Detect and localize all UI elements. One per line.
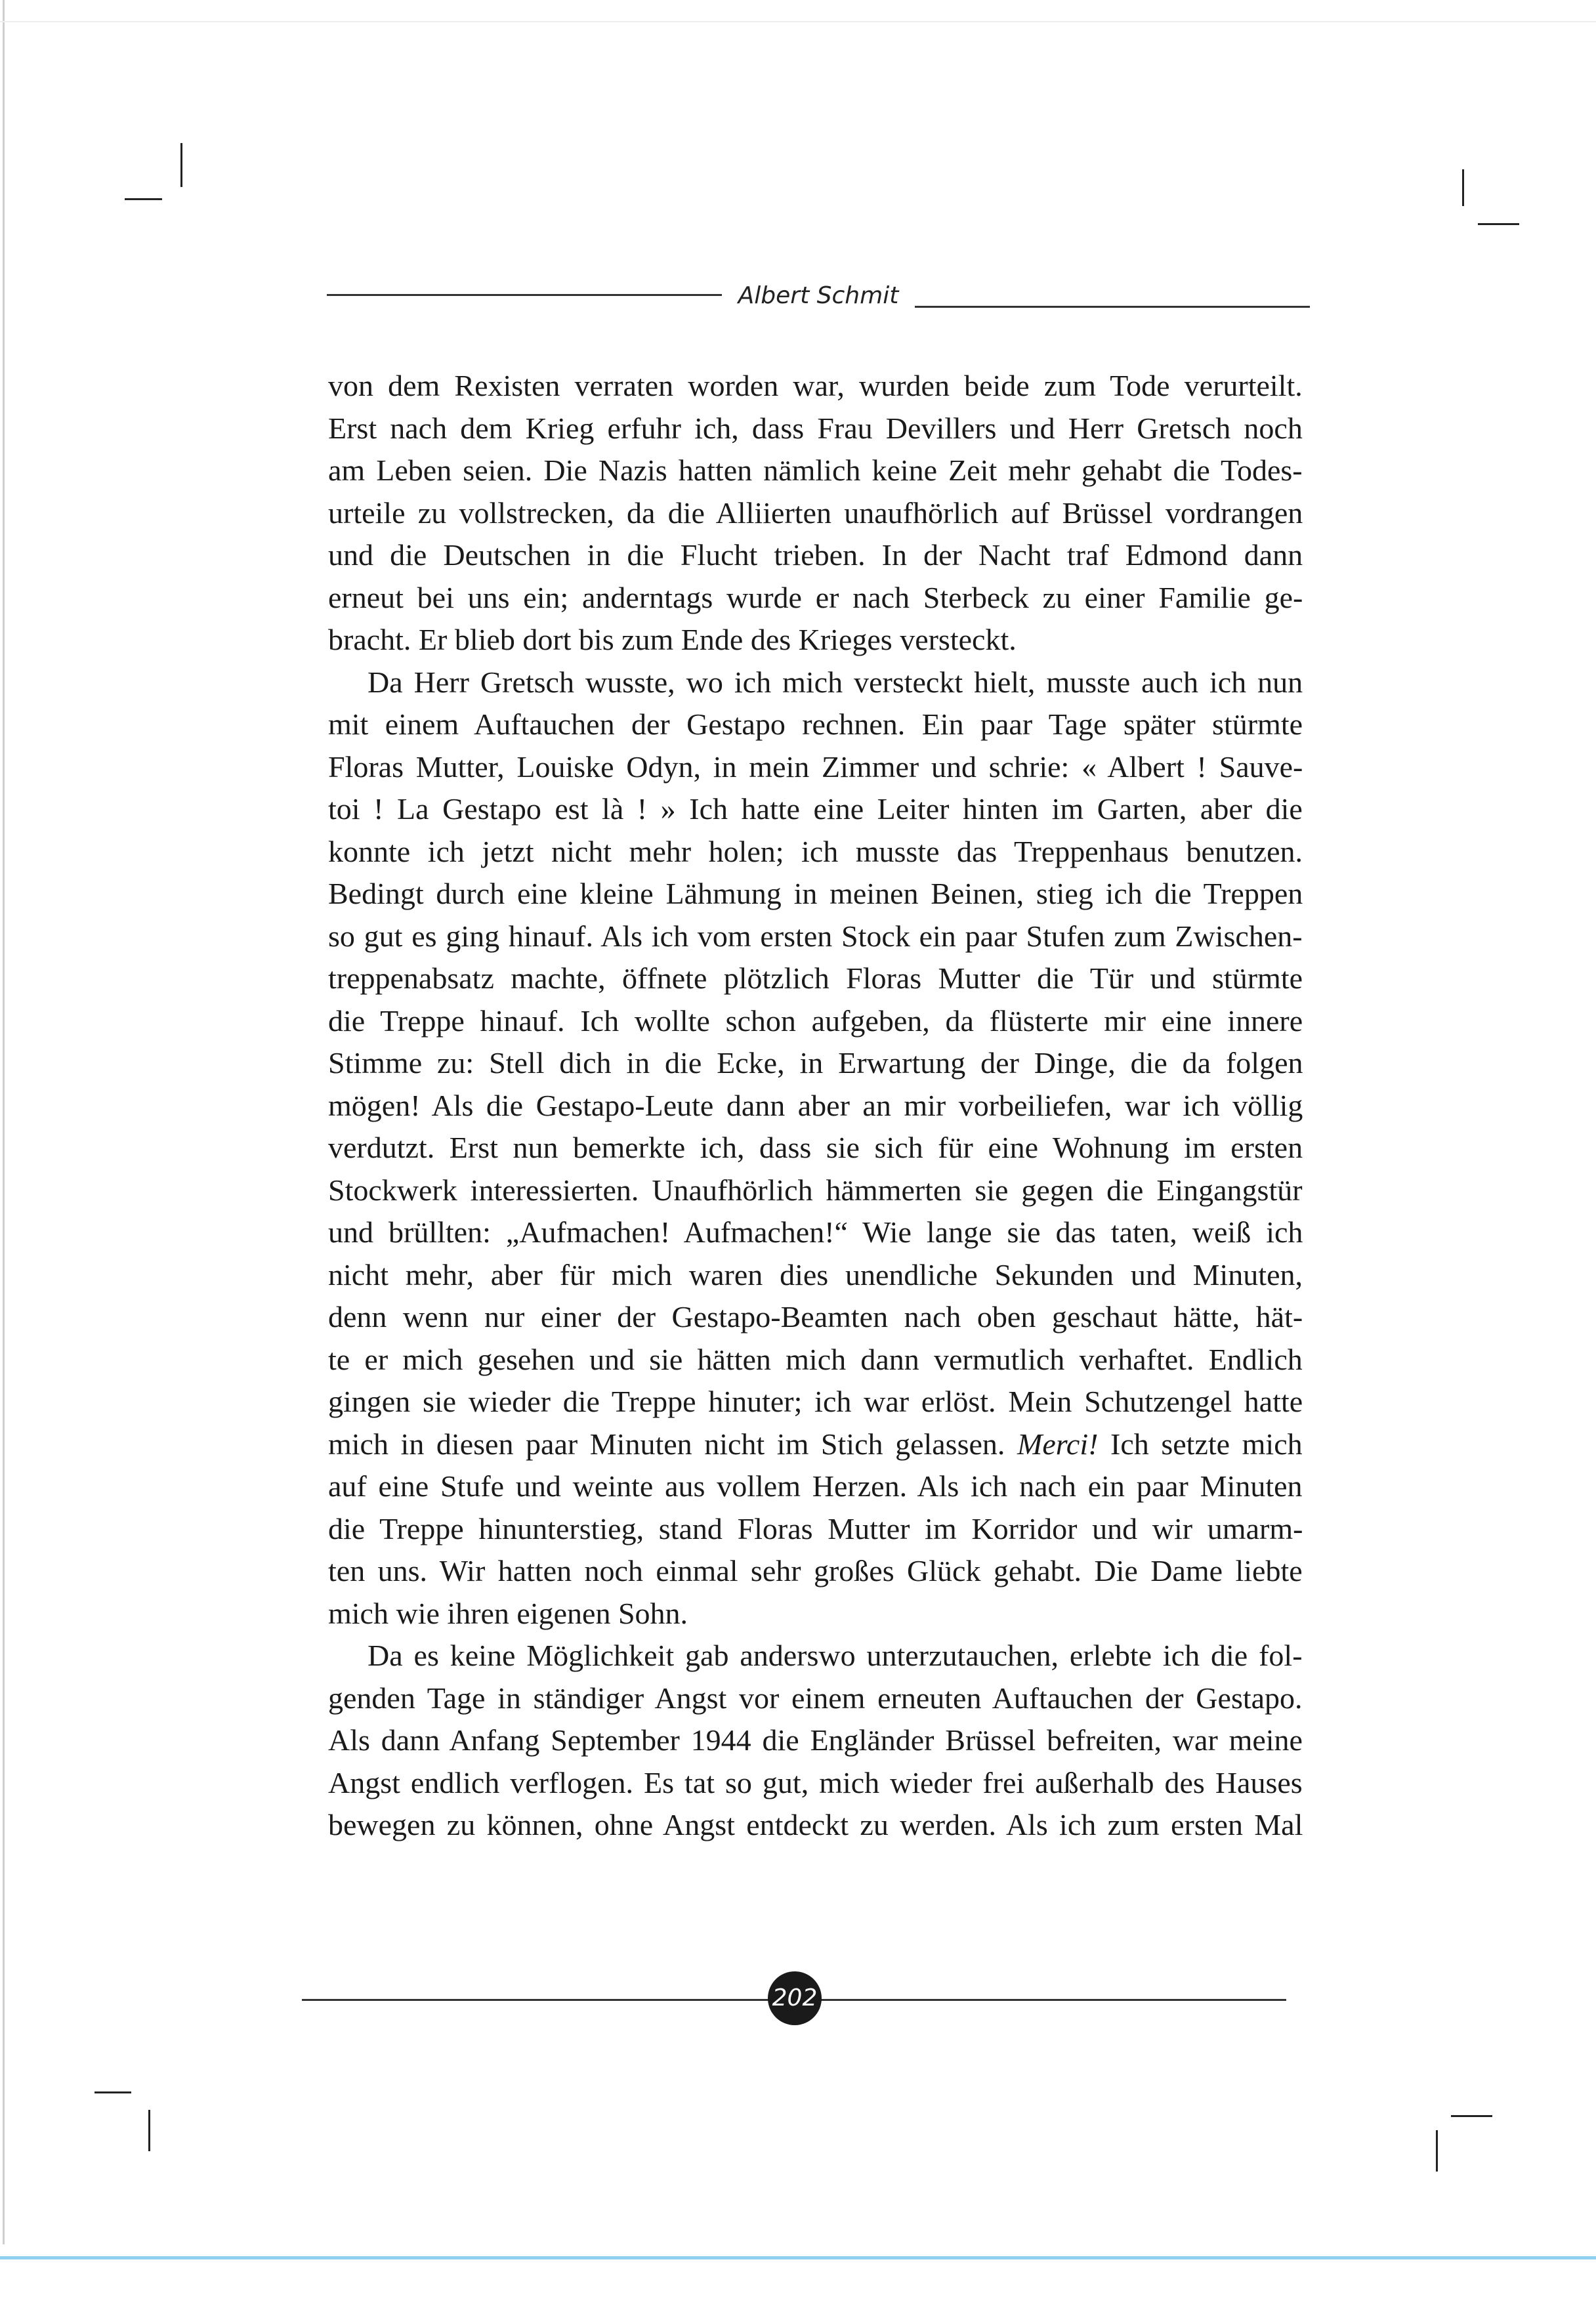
text-line [328, 704, 1303, 746]
text-line [328, 1635, 1303, 1677]
crop-mark-bottom-left-vertical [148, 2110, 150, 2151]
text-line [328, 1508, 1303, 1551]
text-line [328, 1719, 1303, 1762]
text-line [328, 1423, 1303, 1466]
text-line-content: Da Herr Gretsch wusste, wo ich mich versteckt hielt, musste auch ich nun [368, 665, 1303, 699]
text-line [328, 1339, 1303, 1381]
crop-mark-top-left-horizontal [125, 198, 162, 200]
crop-mark-bottom-right-vertical [1436, 2130, 1438, 2172]
text-line-content: denn wenn nur einer der Gestapo-Beamten nach oben geschaut hätte, hät- [328, 1300, 1303, 1334]
text-line [328, 915, 1303, 958]
body-text [328, 365, 1303, 1847]
header-rule-left [327, 294, 722, 296]
text-line-content: von dem Rexisten verraten worden war, wurden beide zum Tode verurteilt. [328, 369, 1303, 402]
text-line-content: Bedingt durch eine kleine Lähmung in meinen Beinen, stieg ich die Treppen [328, 877, 1303, 910]
text-line-content: nicht mehr, aber für mich waren dies unendliche Sekunden und Minuten, [328, 1257, 1303, 1292]
text-line [328, 1677, 1303, 1720]
text-line-content: genden Tage in ständiger Angst vor einem erneuten Auftauchen der Gestapo. [328, 1681, 1303, 1715]
text-line-content: konnte ich jetzt nicht mehr holen; ich musste das Treppenhaus benutzen. [328, 834, 1303, 868]
text-line-content: verdutzt. Erst nun bemerkte ich, dass sie sich für eine Wohnung im ersten [328, 1131, 1303, 1164]
text-line [328, 1169, 1303, 1212]
text-line-content: die Treppe hinauf. Ich wollte schon aufgeben, da flüsterte mir eine innere [328, 1003, 1303, 1038]
text-line-content: mit einem Auftauchen der Gestapo rechnen. Ein paar Tage später stürmte [328, 707, 1303, 741]
page-number: 202 [768, 1971, 822, 2025]
crop-mark-top-right-vertical [1462, 169, 1464, 206]
text-line [328, 365, 1303, 408]
text-line-content: Als dann Anfang September 1944 die Engländer Brüssel befreiten, war meine [328, 1723, 1303, 1757]
text-line-content: auf eine Stufe und weinte aus vollem Herzen. Als ich nach ein paar Minuten [328, 1469, 1303, 1503]
text-line-content: bewegen zu können, ohne Angst entdeckt zu werden. Als ich zum ersten Mal [328, 1808, 1303, 1841]
text-line-content: so gut es ging hinauf. Als ich vom ersten Stock ein paar Stufen zum Zwischen- [328, 919, 1303, 953]
header-rule-right [915, 306, 1310, 308]
text-line [328, 1804, 1303, 1847]
text-line-content: und die Deutschen in die Flucht trieben. In der Nacht traf Edmond dann [328, 538, 1303, 572]
text-line-content: Da es keine Möglichkeit gab anderswo unterzutauchen, erlebte ich die fol- [368, 1639, 1303, 1672]
text-line-content: bracht. Er blieb dort bis zum Ende des Krieges versteckt. [328, 623, 1017, 656]
crop-mark-top-right-horizontal [1478, 223, 1519, 225]
text-line [328, 1296, 1303, 1339]
text-line-content: die Treppe hinunterstieg, stand Floras Mutter im Korridor und wir umarm- [328, 1511, 1303, 1545]
text-line [328, 788, 1303, 831]
text-line [328, 1762, 1303, 1805]
crop-mark-top-left-vertical [180, 143, 182, 187]
text-line [328, 619, 1303, 662]
text-line-content: urteile zu vollstrecken, da die Alliierten unaufhörlich auf Brüssel vordrangen [328, 495, 1303, 530]
text-line [328, 408, 1303, 450]
running-title: Albert Schmit [738, 282, 899, 309]
text-line-content: und brüllten: „Aufmachen! Aufmachen!“ Wie lange sie das taten, weiß ich [328, 1215, 1303, 1249]
text-line [328, 1550, 1303, 1593]
scan-edge-top [0, 21, 1596, 22]
text-line [328, 831, 1303, 873]
text-line [328, 1254, 1303, 1297]
text-line [328, 450, 1303, 492]
text-line [328, 1000, 1303, 1043]
text-line-content: mich wie ihren eigenen Sohn. [328, 1596, 688, 1630]
text-line-content: Stimme zu: Stell dich in die Ecke, in Erwartung der Dinge, die da folgen [328, 1046, 1303, 1080]
text-line [328, 957, 1303, 1000]
text-line-content: mich in diesen paar Minuten nicht im Stich gelassen. Merci! Ich setzte mich [328, 1427, 1303, 1461]
text-line-content: ten uns. Wir hatten noch einmal sehr großes Glück gehabt. Die Dame liebte [328, 1554, 1303, 1587]
text-line-content: Angst endlich verflogen. Es tat so gut, mich wieder frei außerhalb des Hauses [328, 1765, 1303, 1799]
text-line [328, 534, 1303, 577]
text-line [328, 1127, 1303, 1169]
text-line-content: toi ! La Gestapo est là ! » Ich hatte eine Leiter hinten im Garten, aber die [328, 792, 1303, 826]
text-line-content: am Leben seien. Die Nazis hatten nämlich keine Zeit mehr gehabt die Todes- [328, 453, 1303, 487]
text-line-content: Floras Mutter, Louiske Odyn, in mein Zimmer und schrie: « Albert ! Sauve- [328, 749, 1303, 784]
text-line-content: mögen! Als die Gestapo-Leute dann aber an mir vorbeiliefen, war ich völlig [328, 1088, 1303, 1122]
crop-mark-bottom-right-horizontal [1451, 2115, 1492, 2117]
text-line-content: te er mich gesehen und sie hätten mich dann vermutlich verhaftet. Endlich [328, 1342, 1303, 1376]
text-line [328, 1465, 1303, 1508]
crop-mark-bottom-left-horizontal [94, 2091, 131, 2093]
text-line [328, 577, 1303, 620]
text-line-content: Erst nach dem Krieg erfuhr ich, dass Frau Devillers und Herr Gretsch noch [328, 411, 1303, 445]
scan-edge-left [3, 0, 5, 2244]
text-line [328, 1211, 1303, 1254]
text-line-content: erneut bei uns ein; anderntags wurde er nach Sterbeck zu einer Familie ge- [328, 580, 1303, 614]
text-line [328, 1593, 1303, 1635]
text-line [328, 746, 1303, 789]
italic-phrase: Merci! [1017, 1427, 1099, 1461]
text-line-content: gingen sie wieder die Treppe hinuter; ich war erlöst. Mein Schutzengel hatte [328, 1385, 1303, 1418]
scan-edge-bottom [0, 2256, 1596, 2259]
text-line [328, 492, 1303, 535]
text-line [328, 662, 1303, 704]
text-line [328, 1085, 1303, 1127]
text-line-content: Stockwerk interessierten. Unaufhörlich hämmerten sie gegen die Eingangstür [328, 1173, 1303, 1207]
text-line [328, 1381, 1303, 1423]
text-line [328, 873, 1303, 915]
text-line-content: treppenabsatz machte, öffnete plötzlich Floras Mutter die Tür und stürmte [328, 961, 1303, 995]
text-line [328, 1042, 1303, 1085]
